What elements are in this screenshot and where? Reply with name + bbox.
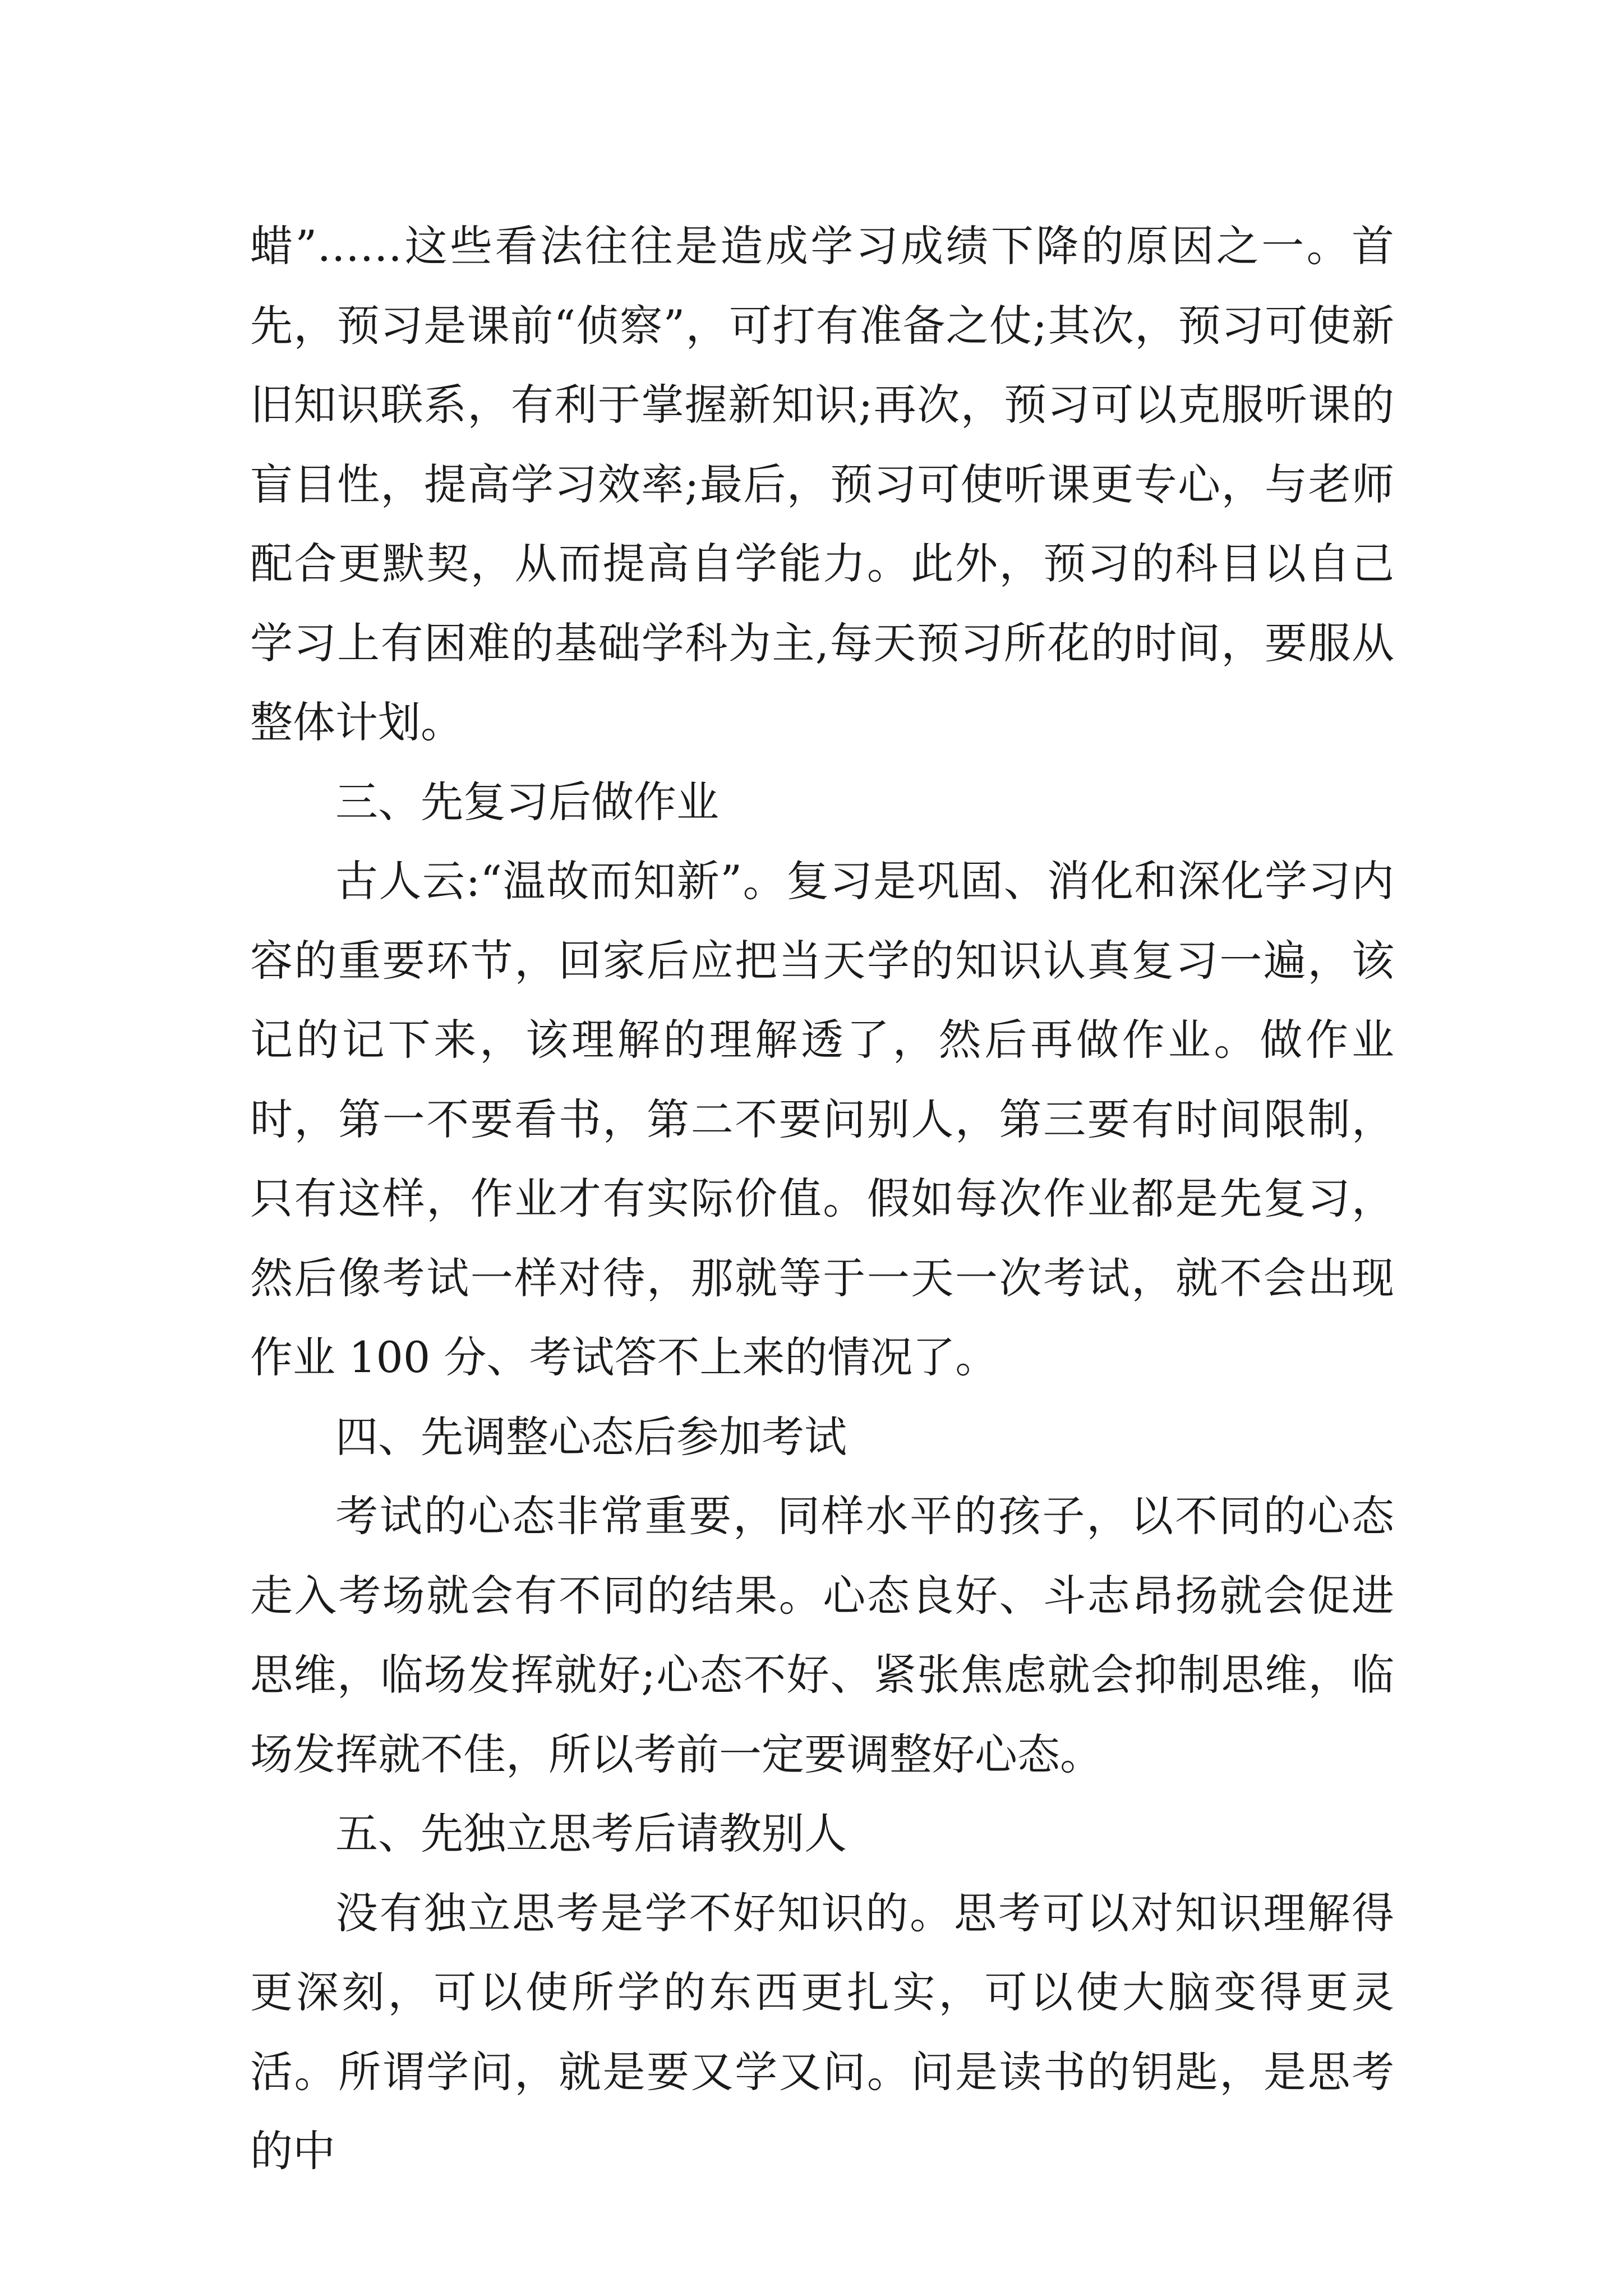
paragraph-continued: 蜡”……这些看法往往是造成学习成绩下降的原因之一。首先，预习是课前“侦察”，可打有准备之仗;其次，预习可使新旧知识联系，有利于掌握新知识;再次，预习可以克服听课的盲目性，提高学习效率;最后，预习可使听课更专心，与老师配合更默契，从而提高自学能力。此外，预习的科目以自己学习上有困难的基础学科为主,每天预习所花的时间，要服从整体计划。 [250,221,1394,747]
section-heading-3: 三、先复习后做作业 [335,776,719,827]
document-body [250,206,1394,2191]
paragraph-review-homework: 古人云:“温故而知新”。复习是巩固、消化和深化学习内容的重要环节，回家后应把当天学的知识认真复习一遍，该记的记下来，该理解的理解透了，然后再做作业。做作业时，第一不要看书，第二不要问别人，第三要有时间限制，只有这样，作业才有实际价值。假如每次作业都是先复习，然后像考试一样对待，那就等于一天一次考试，就不会出现作业 100 分、考试答不上来的情况了。 [250,856,1394,1382]
paragraph-exam-mindset: 考试的心态非常重要，同样水平的孩子，以不同的心态走入考场就会有不同的结果。心态良好、斗志昂扬就会促进思维，临场发挥就好;心态不好、紧张焦虑就会抑制思维，临场发挥就不佳，所以考前一定要调整好心态。 [250,1491,1394,1779]
section-heading-4: 四、先调整心态后参加考试 [335,1411,847,1462]
paragraph-independent-thinking: 没有独立思考是学不好知识的。思考可以对知识理解得更深刻，可以使所学的东西更扎实，可以使大脑变得更灵活。所谓学问，就是要又学又问。问是读书的钥匙，是思考的中 [250,1888,1394,2176]
section-heading-5: 五、先独立思考后请教别人 [335,1809,847,1858]
